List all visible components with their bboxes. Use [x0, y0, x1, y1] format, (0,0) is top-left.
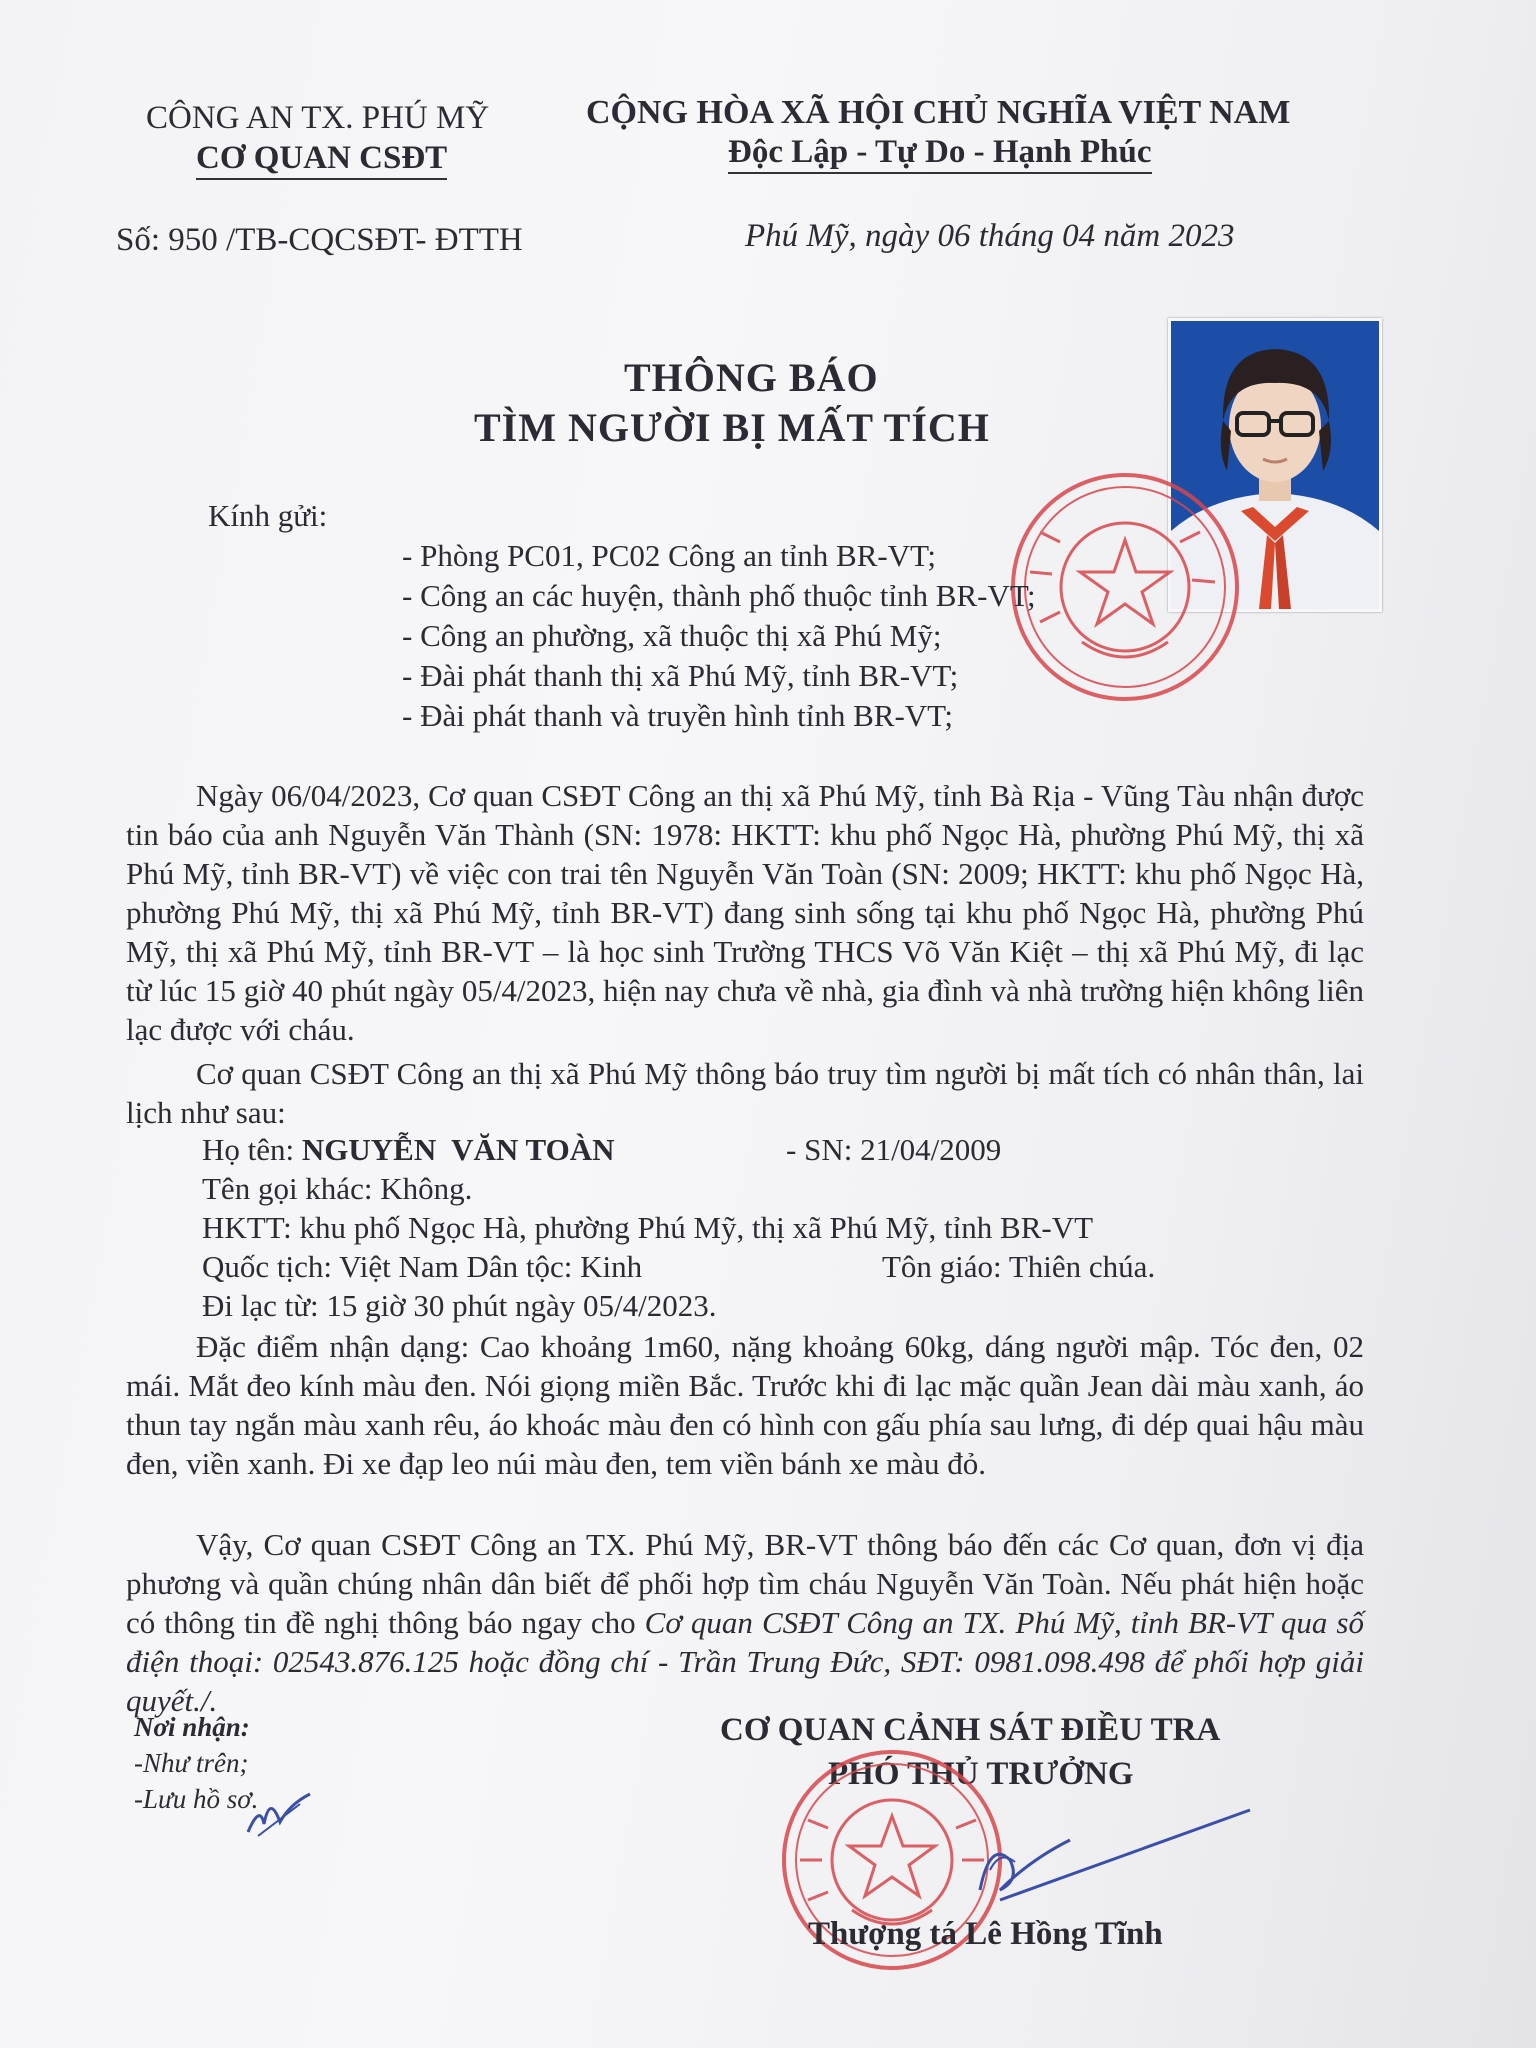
body-paragraph-closing [126, 1525, 1364, 1720]
detail-nationality: Quốc tịch: Việt Nam Dân tộc: Kinh [202, 1249, 643, 1284]
recipients-footer-item: -Lưu hồ sơ. [134, 1784, 259, 1814]
doc-number: Số: 950 /TB-CQCSĐT- ĐTTH [116, 222, 523, 258]
country-line1: CỘNG HÒA XÃ HỘI CHỦ NGHĨA VIỆT NAM [586, 94, 1291, 131]
body-paragraph-report: Ngày 06/04/2023, Cơ quan CSĐT Công an thị xã Phú Mỹ, tỉnh Bà Rịa - Vũng Tàu nhận được tin báo của anh Nguyễn Văn Thành (SN: 1978: HKTT: khu phố Ngọc Hà, phường Phú Mỹ, thị xã Phú Mỹ, tỉnh BR-VT) về việc con trai tên Nguyễn Văn Toàn (SN: 2009; HKTT: khu phố Ngọc Hà, phường Phú Mỹ, thị xã Phú Mỹ, tỉnh BR-VT) đang sinh sống tại khu phố Ngọc Hà, phường Phú Mỹ, thị xã Phú Mỹ, tỉnh BR-VT – là học sinh Trường THCS Võ Văn Kiệt – thị xã Phú Mỹ, đi lạc từ lúc 15 giờ 40 phút ngày 05/4/2023, hiện nay chưa về nhà, gia đình và nhà trường hiện không liên lạc được với cháu. [126, 778, 1364, 1047]
recipients-footer-item: -Như trên; [134, 1748, 249, 1778]
detail-hktt: HKTT: khu phố Ngọc Hà, phường Phú Mỹ, thị xã Phú Mỹ, tỉnh BR-VT [202, 1210, 1094, 1245]
agency-line2 [196, 140, 447, 177]
title-line1: THÔNG BÁO [624, 355, 879, 400]
body-paragraph-features: Đặc điểm nhận dạng: Cao khoảng 1m60, nặng khoảng 60kg, dáng người mập. Tóc đen, 02 mái. Mắt đeo kính màu đen. Nói giọng miền Bắc. Trước khi đi lạc mặc quần Jean dài màu xanh, áo thun tay ngắn màu xanh rêu, áo khoác màu đen có hình con gấu phía sau lưng, đi dép quai hậu màu đen, viền xanh. Đi xe đạp leo núi màu đen, tem viền bánh xe màu đỏ. [126, 1329, 1364, 1481]
name-value: NGUYỄN VĂN TOÀN [301, 1132, 615, 1167]
body-paragraph-search: Cơ quan CSĐT Công an thị xã Phú Mỹ thông báo truy tìm người bị mất tích có nhân thân, lai lịch như sau: [126, 1056, 1364, 1130]
agency-line1: CÔNG AN TX. PHÚ MỸ [146, 100, 490, 136]
sign-title: PHÓ THỦ TRƯỞNG [828, 1756, 1134, 1792]
agency-name: CƠ QUAN CSĐT [196, 140, 447, 180]
stamp-seal-top [1000, 462, 1250, 712]
detail-birth: - SN: 21/04/2009 [786, 1132, 1002, 1167]
detail-alias: Tên gọi khác: Không. [202, 1171, 473, 1206]
place-date: Phú Mỹ, ngày 06 tháng 04 năm 2023 [745, 218, 1235, 254]
detail-name [202, 1132, 615, 1168]
recipients-footer-label: Nơi nhận: [134, 1712, 250, 1742]
chief-signature [960, 1800, 1260, 1920]
detail-lost-from: Đi lạc từ: 15 giờ 30 phút ngày 05/4/2023. [202, 1288, 717, 1323]
initials-signature [240, 1784, 320, 1844]
recipient-item: - Đài phát thanh thị xã Phú Mỹ, tỉnh BR-VT; [402, 658, 959, 693]
closing-plain: Vậy, Cơ quan CSĐT Công an TX. Phú Mỹ, BR-VT thông báo đến các Cơ quan, đơn vị địa phương và quần chúng nhân dân biết để phối hợp tìm cháu Nguyễn Văn Toàn. Nếu phát hiện hoặc có thông tin đề nghị thông báo ngay cho [126, 1527, 1364, 1640]
recipients-label: Kính gửi: [208, 498, 328, 533]
name-label: Họ tên: [202, 1132, 295, 1167]
closing-contact: Cơ quan CSĐT Công an TX. Phú Mỹ, tỉnh BR-VT qua số điện thoại: 02543.876.125 hoặc đồng chí - Trần Trung Đức, SĐT: 0981.098.498 để phối hợp giải quyết./. [126, 1605, 1364, 1718]
sign-organization: CƠ QUAN CẢNH SÁT ĐIỀU TRA [720, 1712, 1221, 1748]
country-motto: Độc Lập - Tự Do - Hạnh Phúc [728, 134, 1152, 174]
recipient-item: - Công an các huyện, thành phố thuộc tỉnh BR-VT; [402, 578, 1036, 613]
detail-religion: Tôn giáo: Thiên chúa. [882, 1249, 1156, 1284]
country-line2 [728, 134, 1152, 171]
sign-name: Thượng tá Lê Hồng Tĩnh [808, 1916, 1163, 1952]
recipient-item: - Phòng PC01, PC02 Công an tỉnh BR-VT; [402, 538, 936, 573]
title-line2: TÌM NGƯỜI BỊ MẤT TÍCH [474, 405, 990, 450]
recipient-item: - Công an phường, xã thuộc thị xã Phú Mỹ; [402, 618, 942, 653]
recipient-item: - Đài phát thanh và truyền hình tỉnh BR-VT; [402, 698, 954, 733]
